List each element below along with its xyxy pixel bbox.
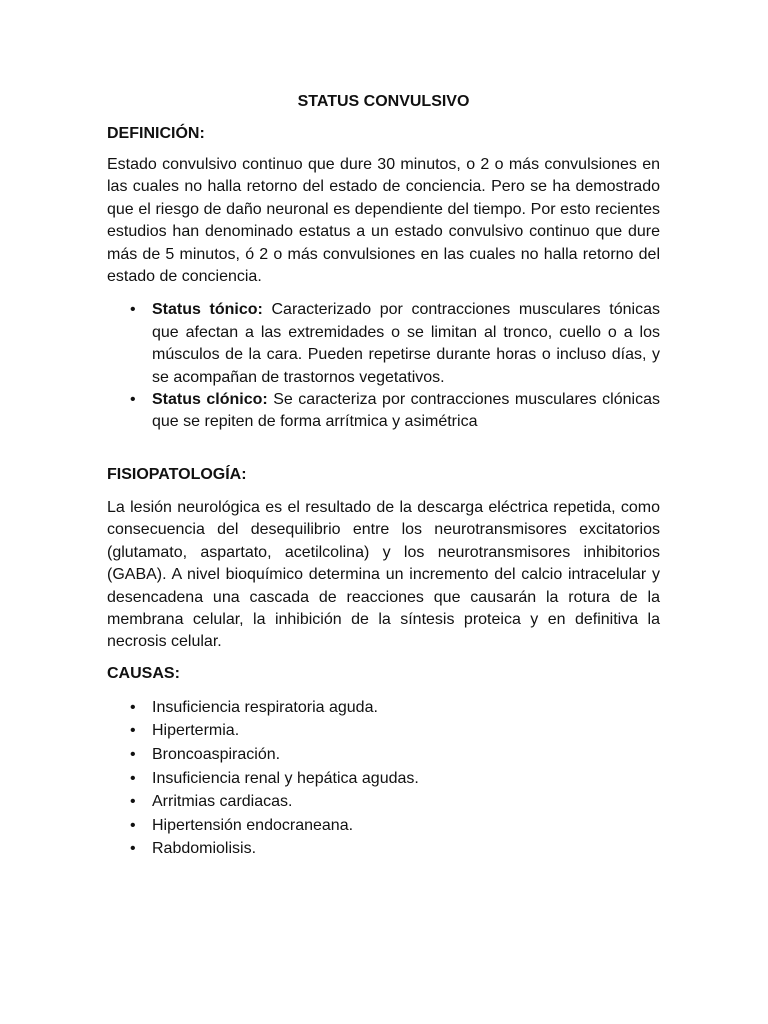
list-item [130,767,660,791]
pathophysiology-paragraph: La lesión neurológica es el resultado de la descarga eléctrica repetida, como consecuencia del desequilibrio entre los neurotransmisores excitatorios (glutamato, aspartato, acetilcolina) y los neurotransmisores inhibitorios (GABA). A nivel bioquímico determina un incremento del calcio intracelular y desencadena una cascada de reacciones que causarán la rotura de la membrana celular, la inhibición de la síntesis proteica y en definitiva la necrosis celular. [107,498,660,651]
document-title: STATUS CONVULSIVO [297,93,470,110]
list-item-status-tonico [130,299,660,389]
list-item [130,790,660,814]
status-clonico-term: Status clónico: [152,391,268,409]
cause-text: Rabdomiolisis. [152,840,257,858]
definition-paragraph: Estado convulsivo continuo que dure 30 minutos, o 2 o más convulsiones en las cuales no halla retorno del estado de conciencia. Pero se ha demostrado que el riesgo de daño neuronal es dependiente del tiempo. Por esto recientes estudios han denominado estatus a un estado convulsivo continuo que dure más de 5 minutos, ó 2 o más convulsiones en las cuales no halla retorno del estado de conciencia. [107,156,660,286]
cause-text: Broncoaspiración. [152,745,281,763]
causes-list [107,696,660,861]
list-item [130,837,660,861]
bullet-icon: • [130,840,136,858]
list-item [130,814,660,838]
cause-text: Hipertermia. [152,722,240,740]
bullet-icon: • [130,301,136,319]
cause-text: Arritmias cardiacas. [152,793,293,811]
cause-text: Insuficiencia respiratoria aguda. [152,698,378,716]
list-item-status-clonico [130,389,660,434]
list-item [130,719,660,743]
bullet-icon: • [130,793,136,811]
status-clonico-text: Se caracteriza por contracciones musculares clónicas que se repiten de forma arrítmica y asimétrica [152,391,660,431]
definition-heading: DEFINICIÓN: [107,125,205,142]
list-item [130,696,660,720]
bullet-icon: • [130,769,136,787]
list-item [130,743,660,767]
bullet-icon: • [130,745,136,763]
bullet-icon: • [130,391,136,409]
status-tonico-term: Status tónico: [152,301,263,319]
cause-text: Insuficiencia renal y hepática agudas. [152,769,419,787]
status-tonico-text: Caracterizado por contracciones musculares tónicas que afectan a las extremidades o se limitan al tronco, cuello o a los músculos de la cara. Pueden repetirse durante horas o incluso días, y se acompañan de trastornos vegetativos. [152,301,660,386]
causes-heading: CAUSAS: [107,664,180,682]
cause-text: Hipertensión endocraneana. [152,816,354,834]
status-types-list [107,299,660,433]
bullet-icon: • [130,816,136,834]
bullet-icon: • [130,698,136,716]
pathophysiology-heading: FISIOPATOLOGÍA: [107,465,247,483]
bullet-icon: • [130,722,136,740]
